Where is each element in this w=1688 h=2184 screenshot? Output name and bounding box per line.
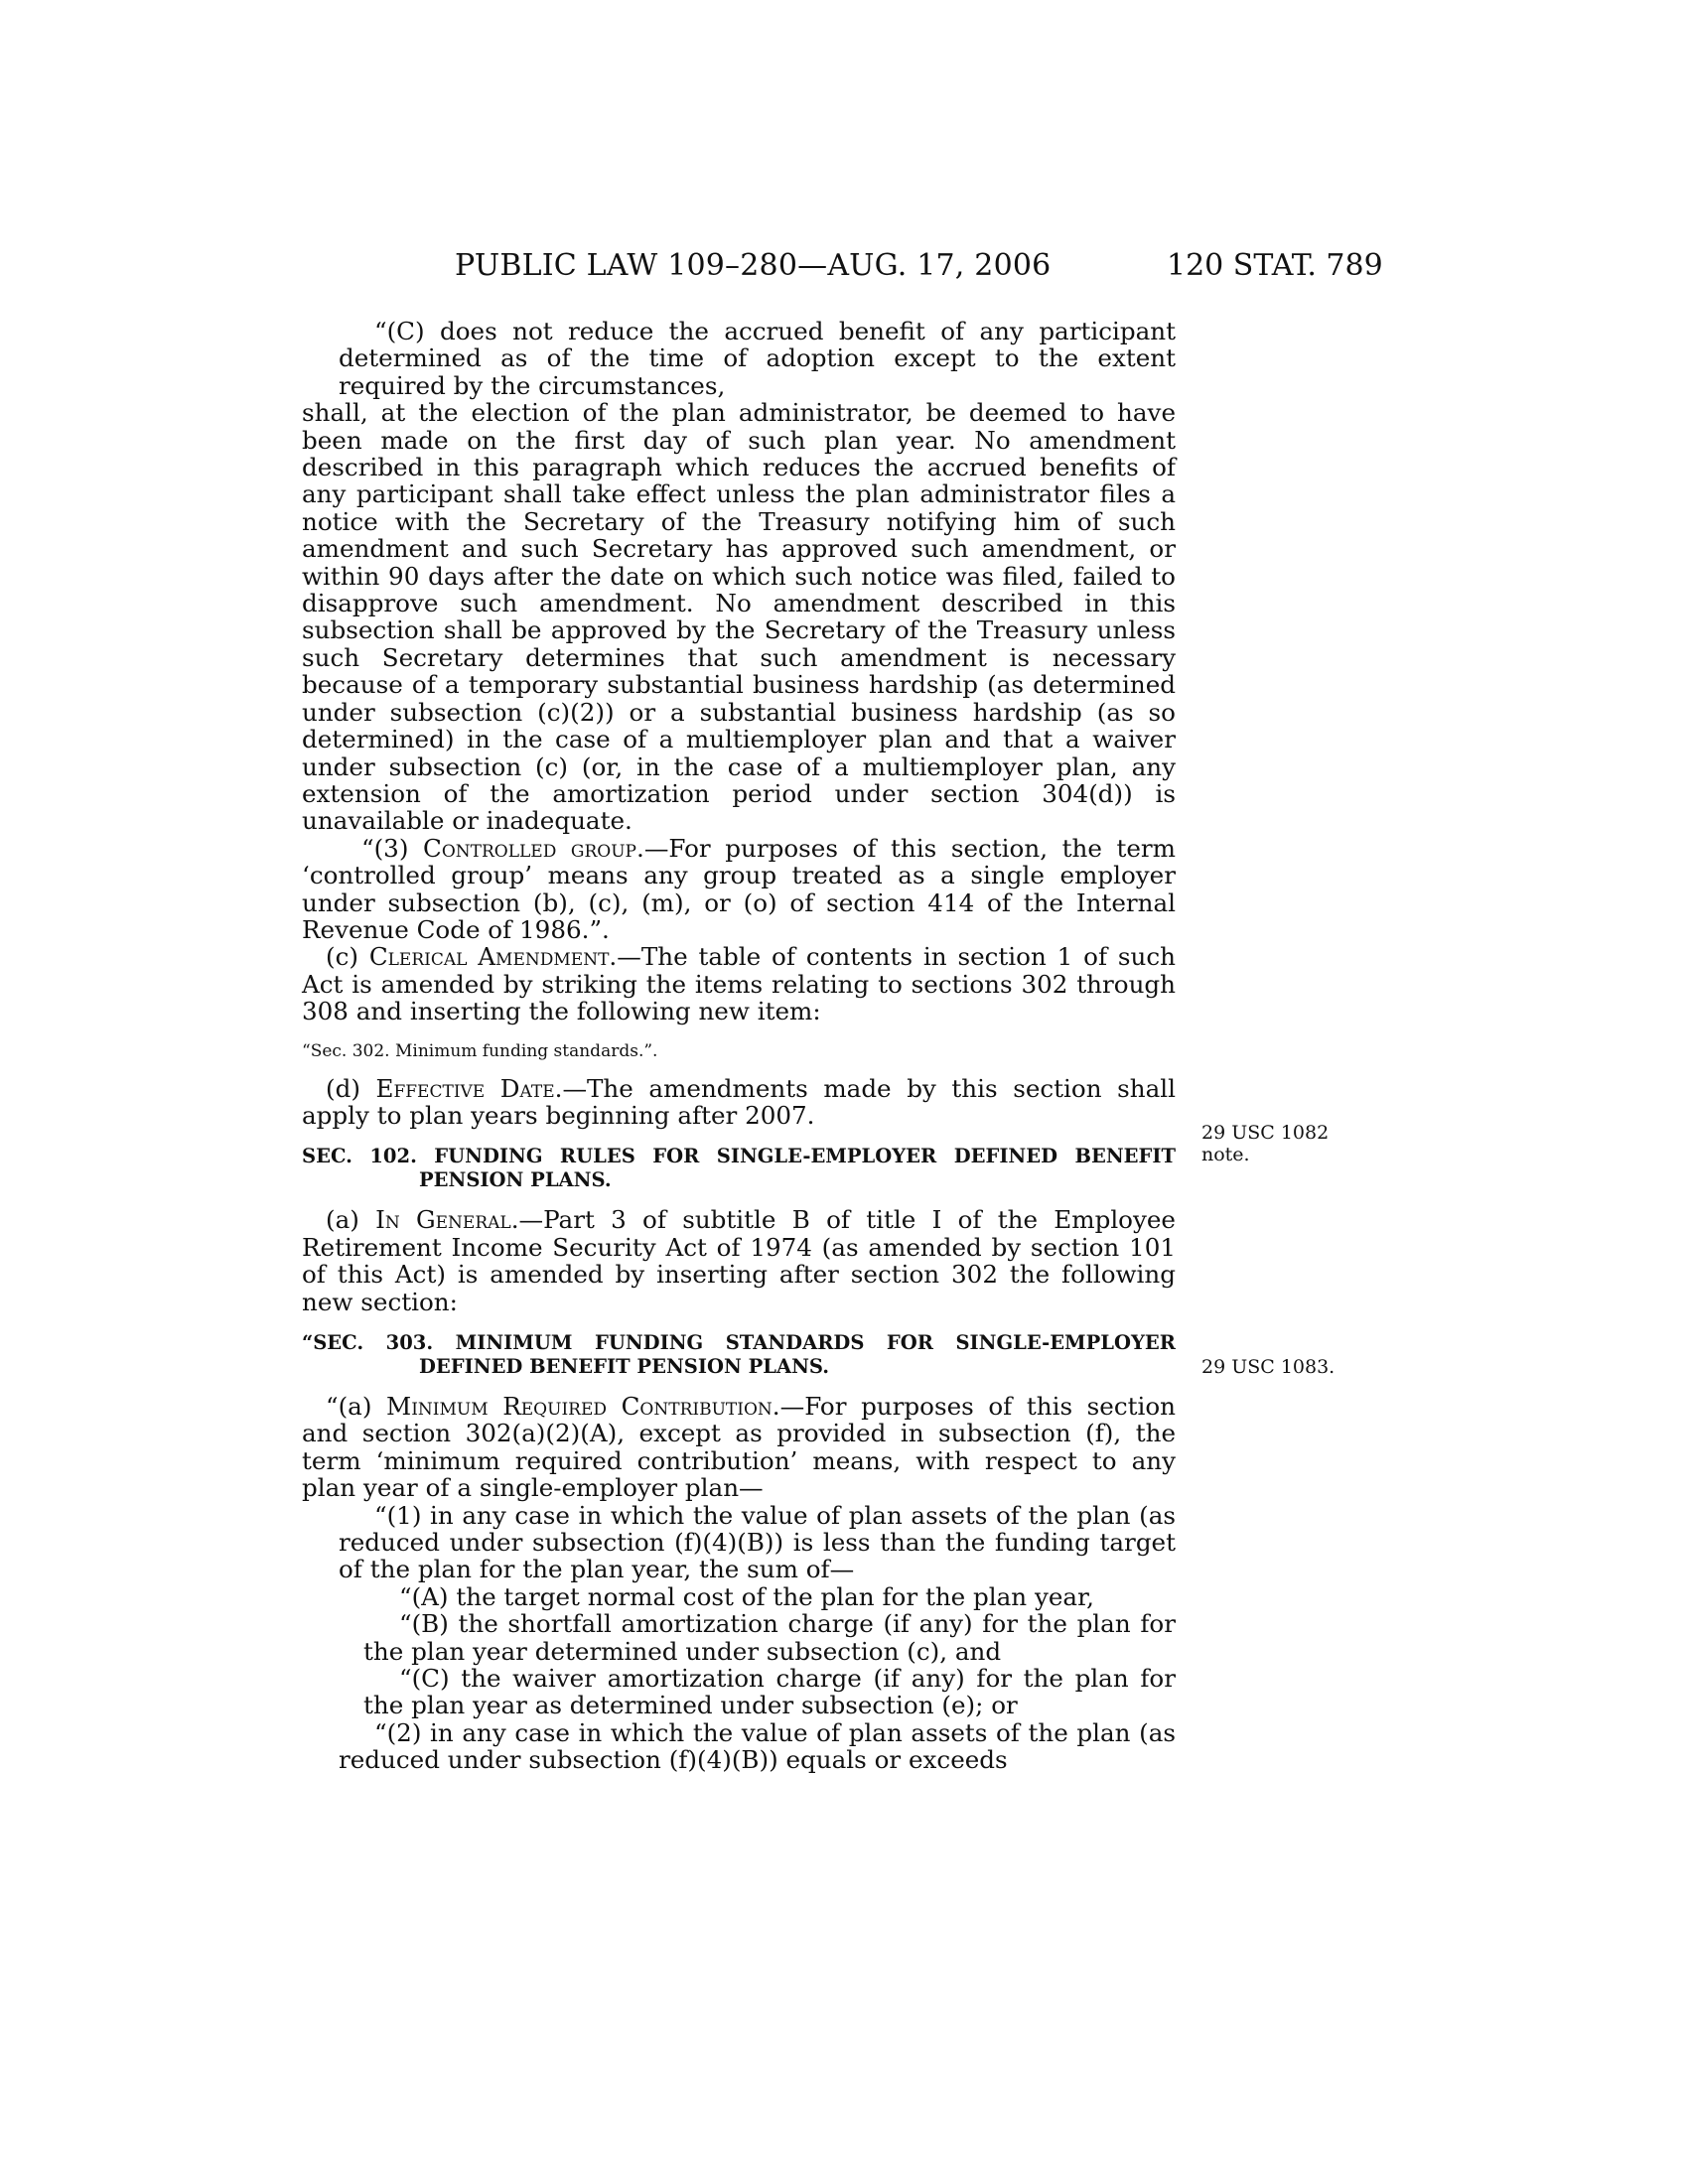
controlled-text: —For purposes of this section, the term ‘controlled group’ means any group treated as a single employer under subsection (b), (c), (m), or (o) of section 414 of the Internal Revenue Code of 1986.”.	[302, 833, 1176, 944]
effective-heading: Effective Date.	[375, 1073, 563, 1103]
mrc-text: —For purposes of this section and section 302(a)(2)(A), except as provided in subsection (f), the term ‘minimum required contribution’ means, with respect to any plan year of a single-employer plan—	[302, 1392, 1177, 1503]
mrc-heading: Minimum Required Contribution.	[386, 1392, 780, 1421]
margin-note-1083: 29 USC 1083.	[1201, 1356, 1336, 1378]
paragraph-in-general	[302, 1206, 1176, 1315]
page-header-stat: 120 STAT. 789	[1167, 248, 1383, 283]
margin-note-1082-line2: note.	[1201, 1144, 1250, 1165]
general-prefix: (a)	[326, 1205, 376, 1235]
general-heading: In General.	[375, 1205, 519, 1235]
paragraph-item-1c: “(C) the waiver amortization charge (if any) for the plan for the plan year as determined under subsection (e); or	[363, 1664, 1176, 1720]
mrc-prefix: “(a)	[326, 1392, 387, 1421]
page-header-title: PUBLIC LAW 109–280—AUG. 17, 2006	[455, 248, 1052, 283]
margin-note-1082-line1: 29 USC 1082	[1201, 1122, 1330, 1144]
clerical-heading: Clerical Amendment.	[368, 942, 618, 972]
toc-item: “Sec. 302. Minimum funding standards.”.	[302, 1040, 658, 1061]
document-body	[302, 318, 1176, 1774]
paragraph-item-1: “(1) in any case in which the value of plan assets of the plan (as reduced under subsection (f)(4)(B)) is less than the funding target of the plan for the plan year, the sum of—	[339, 1500, 1176, 1584]
section-303-heading: “SEC. 303. MINIMUM FUNDING STANDARDS FOR SINGLE-EMPLOYER DEFINED BENEFIT PENSION PLANS.	[302, 1331, 1176, 1378]
effective-text: —The amendments made by this section shall apply to plan years beginning after 2007.	[302, 1073, 1176, 1130]
controlled-heading: Controlled group.	[423, 833, 644, 863]
clerical-text: —The table of contents in section 1 of such Act is amended by striking the items relating to sections 302 through 308 and inserting the following new item:	[302, 942, 1176, 1026]
paragraph-item-2: “(2) in any case in which the value of plan assets of the plan (as reduced under subsection (f)(4)(B)) equals or exceeds	[339, 1717, 1176, 1775]
controlled-prefix: “(3)	[361, 833, 423, 863]
margin-note-1082	[1201, 1122, 1329, 1165]
paragraph-c-item: “(C) does not reduce the accrued benefit of any participant determined as of the time of adoption except to the extent required by the circumstances,	[339, 317, 1176, 400]
paragraph-minimum-required-contribution	[302, 1393, 1176, 1502]
paragraph-effective-date	[302, 1075, 1176, 1130]
clerical-prefix: (c)	[326, 942, 369, 972]
paragraph-item-1b: “(B) the shortfall amortization charge (if any) for the plan for the plan year determined under subsection (c), and	[363, 1609, 1176, 1666]
section-102-heading: SEC. 102. FUNDING RULES FOR SINGLE-EMPLOYER DEFINED BENEFIT PENSION PLANS.	[302, 1145, 1176, 1192]
effective-prefix: (d)	[326, 1073, 376, 1103]
paragraph-clerical-amendment	[302, 943, 1176, 1024]
general-text: —Part 3 of subtitle B of title I of the Employee Retirement Income Security Act of 1974 (as amended by section 101 of this Act) is amended by inserting after section 302 the following new section:	[302, 1205, 1176, 1316]
paragraph-flush: shall, at the election of the plan administrator, be deemed to have been made on the first day of such plan year. No amendment described in this paragraph which reduces the accrued benefits of any participant shall take effect unless the plan administrator files a notice with the Secretary of the Treasury notifying him of such amendment and such Secretary has approved such amendment, or within 90 days after the date on which such notice was filed, failed to disapprove such amendment. No amendment described in this subsection shall be approved by the Secretary of the Treasury unless such Secretary determines that such amendment is necessary because of a temporary substantial business hardship (as determined under subsection (c)(2)) or a substantial business hardship (as so determined) in the case of a multiemployer plan and that a waiver under subsection (c) (or, in the case of a multiemployer plan, any extension of the amortization period under section 304(d)) is unavailable or inadequate.	[302, 398, 1176, 836]
paragraph-item-1a: “(A) the target normal cost of the plan for the plan year,	[399, 1581, 1094, 1611]
paragraph-controlled-group	[302, 835, 1176, 944]
